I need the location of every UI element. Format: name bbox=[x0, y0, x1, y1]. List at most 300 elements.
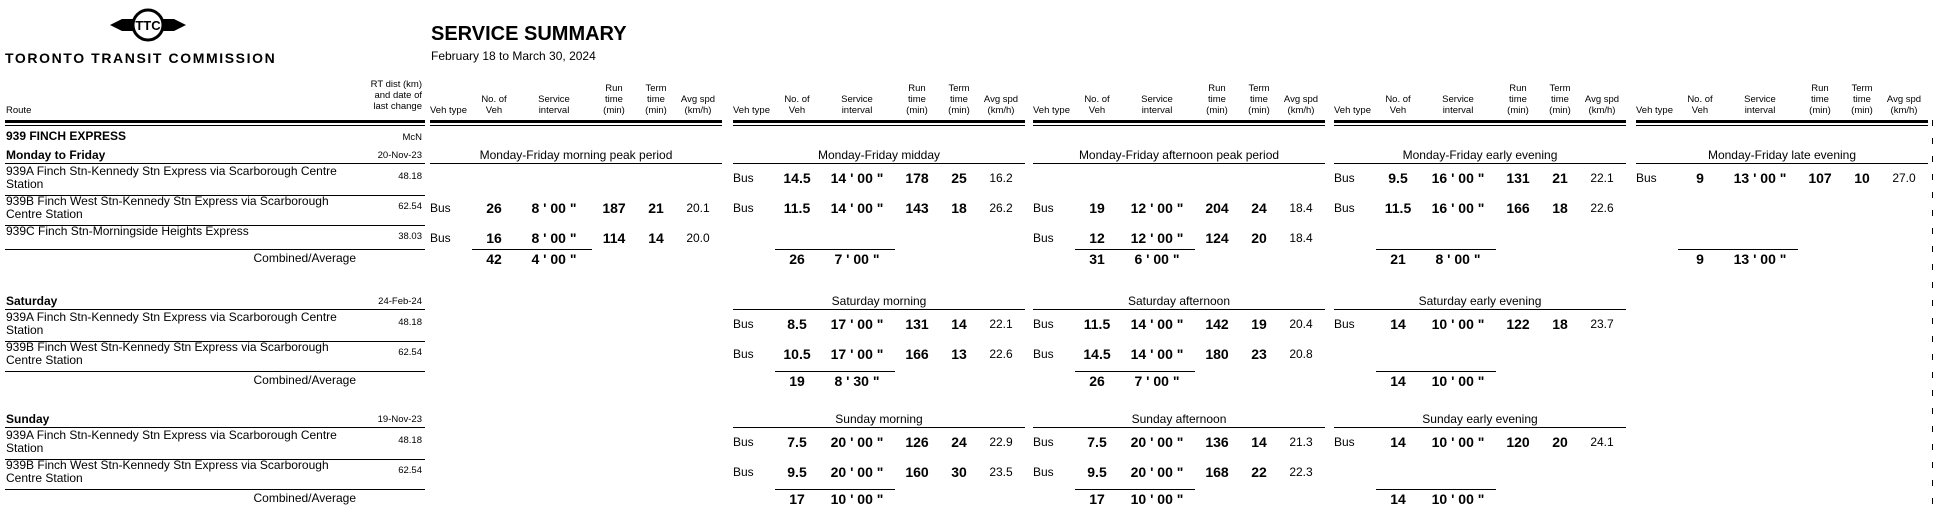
edge-mark bbox=[1932, 408, 1933, 414]
combined-interval: 8 ' 30 " bbox=[834, 373, 880, 389]
run-time: 107 bbox=[1808, 170, 1832, 186]
route-distance: 62.54 bbox=[398, 347, 422, 358]
run-time: 143 bbox=[905, 200, 929, 216]
vehicle-count: 11.5 bbox=[1083, 316, 1111, 332]
combined-rule bbox=[1075, 489, 1195, 490]
run-time: 120 bbox=[1506, 434, 1530, 450]
combined-rule bbox=[775, 371, 895, 372]
period-rule bbox=[1033, 427, 1325, 428]
run-time: 180 bbox=[1205, 346, 1229, 362]
vehicle-type: Bus bbox=[733, 465, 754, 479]
run-time: 114 bbox=[602, 230, 626, 246]
edge-mark bbox=[1932, 498, 1933, 504]
no-veh-header: Veh bbox=[788, 105, 806, 116]
term-time: 18 bbox=[1552, 200, 1568, 216]
header-rule bbox=[733, 120, 1025, 123]
period-rule bbox=[1334, 309, 1626, 310]
run-time-header: Run bbox=[908, 83, 926, 94]
average-speed: 22.6 bbox=[989, 347, 1013, 361]
row-rule bbox=[5, 249, 425, 250]
combined-vehicles: 17 bbox=[789, 491, 805, 507]
vehicle-type: Bus bbox=[733, 171, 754, 185]
header-rule-thin bbox=[430, 125, 722, 126]
combined-interval: 10 ' 00 " bbox=[1431, 373, 1485, 389]
veh-type-header: Veh type bbox=[430, 105, 467, 116]
row-rule bbox=[5, 489, 425, 490]
vehicle-count: 26 bbox=[486, 200, 502, 216]
vehicle-count: 9 bbox=[1696, 170, 1704, 186]
period-title: Monday-Friday afternoon peak period bbox=[1078, 148, 1280, 162]
combined-rule bbox=[775, 489, 895, 490]
run-time: 136 bbox=[1205, 434, 1229, 450]
combined-rule bbox=[1376, 489, 1496, 490]
route-name: 939A Finch Stn-Kennedy Stn Express via Scarborough Centre Station bbox=[6, 428, 337, 455]
combined-rule bbox=[1678, 249, 1798, 250]
period-rule bbox=[430, 163, 722, 164]
edge-mark bbox=[1932, 120, 1933, 126]
rtdist-header: RT dist (km) bbox=[370, 79, 422, 90]
service-interval: 12 ' 00 " bbox=[1130, 200, 1184, 216]
term-time-header: (min) bbox=[1549, 105, 1571, 116]
interval-header: interval bbox=[1141, 105, 1173, 116]
average-speed: 21.3 bbox=[1289, 435, 1313, 449]
section-date: 19-Nov-23 bbox=[377, 414, 422, 425]
edge-mark bbox=[1932, 210, 1933, 216]
term-time-header: (min) bbox=[1851, 105, 1873, 116]
vehicle-count: 14.5 bbox=[783, 170, 811, 186]
service-interval: 14 ' 00 " bbox=[1130, 346, 1184, 362]
header-rule-thin bbox=[1033, 125, 1325, 126]
veh-type-header: Veh type bbox=[1334, 105, 1371, 116]
section-title: Saturday bbox=[6, 294, 58, 308]
combined-rule bbox=[1376, 249, 1496, 250]
average-speed: 20.4 bbox=[1289, 317, 1313, 331]
combined-vehicles: 19 bbox=[789, 373, 805, 389]
vehicle-count: 9.5 bbox=[1388, 170, 1408, 186]
average-speed: 20.1 bbox=[686, 201, 710, 215]
vehicle-count: 12 bbox=[1089, 230, 1105, 246]
term-time: 20 bbox=[1251, 230, 1267, 246]
vehicle-type: Bus bbox=[733, 435, 754, 449]
average-speed: 22.1 bbox=[989, 317, 1013, 331]
run-time-header: time bbox=[1811, 94, 1829, 105]
interval-header: interval bbox=[538, 105, 570, 116]
route-name: 939A Finch Stn-Kennedy Stn Express via Scarborough Centre Station bbox=[6, 310, 337, 337]
term-time-header: time bbox=[647, 94, 665, 105]
edge-mark bbox=[1932, 246, 1933, 252]
term-time: 18 bbox=[1552, 316, 1568, 332]
header-rule bbox=[430, 120, 722, 123]
route-distance: 62.54 bbox=[398, 465, 422, 476]
service-interval: 17 ' 00 " bbox=[830, 346, 884, 362]
vehicle-type: Bus bbox=[1636, 171, 1657, 185]
combined-vehicles: 17 bbox=[1089, 491, 1105, 507]
service-interval: 10 ' 00 " bbox=[1431, 316, 1485, 332]
vehicle-count: 11.5 bbox=[1384, 200, 1412, 216]
interval-header: interval bbox=[1744, 105, 1776, 116]
run-time-header: time bbox=[908, 94, 926, 105]
vehicle-type: Bus bbox=[1033, 201, 1054, 215]
run-time: 166 bbox=[1506, 200, 1530, 216]
interval-header: Service bbox=[538, 94, 570, 105]
garage-code: McN bbox=[402, 132, 422, 143]
average-speed: 16.2 bbox=[989, 171, 1013, 185]
combined-interval: 13 ' 00 " bbox=[1733, 251, 1787, 267]
service-interval: 16 ' 00 " bbox=[1431, 200, 1485, 216]
average-speed: 22.9 bbox=[989, 435, 1013, 449]
run-time: 166 bbox=[905, 346, 929, 362]
combined-vehicles: 9 bbox=[1696, 251, 1704, 267]
run-time: 124 bbox=[1205, 230, 1229, 246]
page-title: SERVICE SUMMARY bbox=[431, 23, 627, 45]
edge-mark bbox=[1932, 264, 1933, 270]
period-rule bbox=[1636, 163, 1928, 164]
average-speed: 22.1 bbox=[1590, 171, 1614, 185]
no-veh-header: Veh bbox=[1389, 105, 1407, 116]
term-time-header: Term bbox=[1851, 83, 1873, 94]
combined-interval: 7 ' 00 " bbox=[834, 251, 880, 267]
term-time: 21 bbox=[1552, 170, 1568, 186]
run-time-header: Run bbox=[1811, 83, 1829, 94]
service-interval: 14 ' 00 " bbox=[830, 200, 884, 216]
period-rule bbox=[1033, 163, 1325, 164]
period-rule bbox=[733, 163, 1025, 164]
term-time: 24 bbox=[1251, 200, 1267, 216]
route-distance: 38.03 bbox=[398, 231, 422, 242]
edge-mark bbox=[1932, 192, 1933, 198]
service-interval: 20 ' 00 " bbox=[830, 464, 884, 480]
service-interval: 16 ' 00 " bbox=[1431, 170, 1485, 186]
run-time-header: (min) bbox=[906, 105, 928, 116]
rtdist-header: and date of bbox=[374, 90, 422, 101]
vehicle-type: Bus bbox=[430, 201, 451, 215]
run-time: 131 bbox=[1506, 170, 1530, 186]
period-title: Saturday early evening bbox=[1418, 294, 1542, 308]
period-title: Sunday morning bbox=[835, 412, 923, 426]
combined-rule bbox=[472, 249, 592, 250]
term-time-header: (min) bbox=[948, 105, 970, 116]
combined-interval: 10 ' 00 " bbox=[1130, 491, 1184, 507]
run-time-header: Run bbox=[1208, 83, 1226, 94]
route-name: 939C Finch Stn-Morningside Heights Express bbox=[6, 224, 249, 238]
edge-mark bbox=[1932, 354, 1933, 360]
run-time-header: time bbox=[605, 94, 623, 105]
term-time: 24 bbox=[951, 434, 967, 450]
term-time: 30 bbox=[951, 464, 967, 480]
interval-header: Service bbox=[841, 94, 873, 105]
avg-speed-header: (km/h) bbox=[1287, 105, 1315, 116]
combined-interval: 4 ' 00 " bbox=[531, 251, 577, 267]
combined-vehicles: 31 bbox=[1089, 251, 1105, 267]
no-veh-header: Veh bbox=[1088, 105, 1106, 116]
term-time-header: (min) bbox=[1248, 105, 1270, 116]
service-interval: 10 ' 00 " bbox=[1431, 434, 1485, 450]
section-date: 20-Nov-23 bbox=[377, 150, 422, 161]
edge-mark bbox=[1932, 300, 1933, 306]
route-name: 939B Finch West Stn-Kennedy Stn Express via Scarborough Centre Station bbox=[6, 340, 329, 367]
edge-mark bbox=[1932, 462, 1933, 468]
vehicle-count: 9.5 bbox=[1087, 464, 1107, 480]
term-time: 20 bbox=[1552, 434, 1568, 450]
edge-mark bbox=[1932, 174, 1933, 180]
vehicle-type: Bus bbox=[733, 347, 754, 361]
interval-header: Service bbox=[1442, 94, 1474, 105]
vehicle-type: Bus bbox=[1334, 317, 1355, 331]
interval-header: interval bbox=[1442, 105, 1474, 116]
run-time: 122 bbox=[1506, 316, 1530, 332]
term-time: 23 bbox=[1251, 346, 1267, 362]
service-interval: 8 ' 00 " bbox=[531, 200, 577, 216]
avg-speed-header: Avg spd bbox=[1283, 94, 1319, 105]
no-veh-header: No. of bbox=[1687, 94, 1713, 105]
term-time: 21 bbox=[648, 200, 664, 216]
run-time-header: time bbox=[1509, 94, 1527, 105]
no-veh-header: Veh bbox=[1691, 105, 1709, 116]
average-speed: 23.7 bbox=[1590, 317, 1614, 331]
term-time-header: time bbox=[1250, 94, 1268, 105]
run-time-header: Run bbox=[1509, 83, 1527, 94]
average-speed: 18.4 bbox=[1289, 201, 1313, 215]
combined-vehicles: 21 bbox=[1390, 251, 1406, 267]
service-interval: 20 ' 00 " bbox=[830, 434, 884, 450]
average-speed: 26.2 bbox=[989, 201, 1013, 215]
period-title: Monday-Friday midday bbox=[817, 148, 941, 162]
vehicle-type: Bus bbox=[1033, 231, 1054, 245]
service-interval: 20 ' 00 " bbox=[1130, 464, 1184, 480]
service-interval: 14 ' 00 " bbox=[1130, 316, 1184, 332]
edge-mark bbox=[1932, 390, 1933, 396]
vehicle-count: 10.5 bbox=[783, 346, 811, 362]
edge-mark bbox=[1932, 318, 1933, 324]
no-veh-header: Veh bbox=[485, 105, 503, 116]
route-title: 939 FINCH EXPRESS bbox=[6, 129, 127, 143]
no-veh-header: No. of bbox=[481, 94, 507, 105]
header-rule bbox=[1636, 120, 1928, 123]
row-rule bbox=[5, 371, 425, 372]
average-speed: 22.6 bbox=[1590, 201, 1614, 215]
run-time-header: Run bbox=[605, 83, 623, 94]
header-rule-thin bbox=[1636, 125, 1928, 126]
service-interval: 14 ' 00 " bbox=[830, 170, 884, 186]
term-time-header: Term bbox=[1549, 83, 1571, 94]
service-interval: 20 ' 00 " bbox=[1130, 434, 1184, 450]
route-distance: 48.18 bbox=[398, 317, 422, 328]
edge-mark bbox=[1932, 156, 1933, 162]
route-distance: 48.18 bbox=[398, 435, 422, 446]
period-title: Sunday early evening bbox=[1422, 412, 1538, 426]
term-time: 25 bbox=[951, 170, 967, 186]
term-time: 14 bbox=[1251, 434, 1267, 450]
vehicle-type: Bus bbox=[1033, 347, 1054, 361]
run-time: 131 bbox=[905, 316, 929, 332]
average-speed: 20.8 bbox=[1289, 347, 1313, 361]
combined-rule bbox=[1075, 371, 1195, 372]
run-time-header: time bbox=[1208, 94, 1226, 105]
avg-speed-header: Avg spd bbox=[680, 94, 716, 105]
combined-interval: 10 ' 00 " bbox=[1431, 491, 1485, 507]
avg-speed-header: (km/h) bbox=[1588, 105, 1616, 116]
no-veh-header: No. of bbox=[1084, 94, 1110, 105]
rtdist-header: last change bbox=[373, 101, 422, 112]
combined-average-label: Combined/Average bbox=[253, 373, 356, 387]
period-title: Monday-Friday morning peak period bbox=[479, 148, 673, 162]
term-time-header: time bbox=[950, 94, 968, 105]
interval-header: Service bbox=[1141, 94, 1173, 105]
header-rule bbox=[1033, 120, 1325, 123]
vehicle-type: Bus bbox=[1334, 435, 1355, 449]
org-name: TORONTO TRANSIT COMMISSION bbox=[5, 50, 277, 66]
section-title: Monday to Friday bbox=[6, 148, 106, 162]
vehicle-type: Bus bbox=[1033, 435, 1054, 449]
edge-mark bbox=[1932, 138, 1933, 144]
vehicle-type: Bus bbox=[1334, 201, 1355, 215]
run-time: 142 bbox=[1205, 316, 1229, 332]
run-time-header: (min) bbox=[1206, 105, 1228, 116]
service-interval: 17 ' 00 " bbox=[830, 316, 884, 332]
ttc-logo-icon bbox=[108, 8, 188, 42]
combined-interval: 6 ' 00 " bbox=[1134, 251, 1180, 267]
combined-average-label: Combined/Average bbox=[253, 491, 356, 505]
service-interval: 12 ' 00 " bbox=[1130, 230, 1184, 246]
no-veh-header: No. of bbox=[784, 94, 810, 105]
term-time: 14 bbox=[648, 230, 664, 246]
period-title: Saturday morning bbox=[831, 294, 927, 308]
run-time-header: (min) bbox=[1809, 105, 1831, 116]
vehicle-type: Bus bbox=[1033, 465, 1054, 479]
vehicle-count: 19 bbox=[1089, 200, 1105, 216]
edge-mark bbox=[1932, 444, 1933, 450]
combined-vehicles: 14 bbox=[1390, 491, 1406, 507]
edge-mark bbox=[1932, 372, 1933, 378]
average-speed: 22.3 bbox=[1289, 465, 1313, 479]
term-time: 18 bbox=[951, 200, 967, 216]
term-time-header: time bbox=[1551, 94, 1569, 105]
vehicle-count: 14 bbox=[1390, 316, 1406, 332]
run-time: 178 bbox=[905, 170, 929, 186]
vehicle-type: Bus bbox=[1334, 171, 1355, 185]
period-rule bbox=[733, 309, 1025, 310]
run-time-header: (min) bbox=[1507, 105, 1529, 116]
veh-type-header: Veh type bbox=[1033, 105, 1070, 116]
combined-vehicles: 26 bbox=[1089, 373, 1105, 389]
header-rule-thin bbox=[1334, 125, 1626, 126]
service-interval: 13 ' 00 " bbox=[1733, 170, 1787, 186]
vehicle-count: 11.5 bbox=[783, 200, 811, 216]
term-time-header: (min) bbox=[645, 105, 667, 116]
route-distance: 62.54 bbox=[398, 201, 422, 212]
period-title: Saturday afternoon bbox=[1127, 294, 1231, 308]
header-rule-thin bbox=[733, 125, 1025, 126]
combined-rule bbox=[775, 249, 895, 250]
combined-average-label: Combined/Average bbox=[253, 251, 356, 265]
combined-interval: 10 ' 00 " bbox=[830, 491, 884, 507]
run-time: 126 bbox=[905, 434, 929, 450]
avg-speed-header: Avg spd bbox=[1584, 94, 1620, 105]
vehicle-type: Bus bbox=[733, 317, 754, 331]
run-time-header: (min) bbox=[603, 105, 625, 116]
term-time-header: Term bbox=[948, 83, 970, 94]
page-dates: February 18 to March 30, 2024 bbox=[431, 49, 596, 63]
vehicle-count: 7.5 bbox=[1087, 434, 1107, 450]
route-name: 939B Finch West Stn-Kennedy Stn Express via Scarborough Centre Station bbox=[6, 458, 329, 485]
vehicle-count: 14.5 bbox=[1083, 346, 1111, 362]
run-time: 168 bbox=[1205, 464, 1229, 480]
term-time-header: time bbox=[1853, 94, 1871, 105]
average-speed: 18.4 bbox=[1289, 231, 1313, 245]
run-time: 160 bbox=[905, 464, 929, 480]
route-distance: 48.18 bbox=[398, 171, 422, 182]
average-speed: 23.5 bbox=[989, 465, 1013, 479]
no-veh-header: No. of bbox=[1385, 94, 1411, 105]
combined-interval: 8 ' 00 " bbox=[1435, 251, 1481, 267]
route-name: 939A Finch Stn-Kennedy Stn Express via Scarborough Centre Station bbox=[6, 164, 337, 191]
vehicle-count: 7.5 bbox=[787, 434, 807, 450]
edge-mark bbox=[1932, 228, 1933, 234]
combined-vehicles: 26 bbox=[789, 251, 805, 267]
vehicle-count: 9.5 bbox=[787, 464, 807, 480]
header-rule bbox=[5, 120, 425, 123]
combined-vehicles: 14 bbox=[1390, 373, 1406, 389]
vehicle-type: Bus bbox=[1033, 317, 1054, 331]
term-time: 10 bbox=[1854, 170, 1870, 186]
vehicle-type: Bus bbox=[430, 231, 451, 245]
run-time: 187 bbox=[602, 200, 626, 216]
combined-rule bbox=[1376, 371, 1496, 372]
average-speed: 27.0 bbox=[1892, 171, 1916, 185]
vehicle-count: 16 bbox=[486, 230, 502, 246]
veh-type-header: Veh type bbox=[733, 105, 770, 116]
avg-speed-header: (km/h) bbox=[987, 105, 1015, 116]
interval-header: Service bbox=[1744, 94, 1776, 105]
average-speed: 24.1 bbox=[1590, 435, 1614, 449]
section-title: Sunday bbox=[6, 412, 50, 426]
section-date: 24-Feb-24 bbox=[378, 296, 422, 307]
term-time: 19 bbox=[1251, 316, 1267, 332]
period-rule bbox=[1334, 427, 1626, 428]
term-time-header: Term bbox=[645, 83, 667, 94]
edge-mark bbox=[1932, 480, 1933, 486]
svg-text:TTC: TTC bbox=[135, 18, 161, 33]
avg-speed-header: Avg spd bbox=[983, 94, 1019, 105]
header-rule-thin bbox=[5, 125, 425, 126]
route-name: 939B Finch West Stn-Kennedy Stn Express via Scarborough Centre Station bbox=[6, 194, 329, 221]
term-time: 14 bbox=[951, 316, 967, 332]
vehicle-type: Bus bbox=[733, 201, 754, 215]
avg-speed-header: (km/h) bbox=[684, 105, 712, 116]
average-speed: 20.0 bbox=[686, 231, 710, 245]
vehicle-count: 8.5 bbox=[787, 316, 807, 332]
vehicle-count: 14 bbox=[1390, 434, 1406, 450]
combined-interval: 7 ' 00 " bbox=[1134, 373, 1180, 389]
period-rule bbox=[733, 427, 1025, 428]
combined-rule bbox=[1075, 249, 1195, 250]
period-title: Monday-Friday late evening bbox=[1707, 148, 1857, 162]
header-rule bbox=[1334, 120, 1626, 123]
interval-header: interval bbox=[841, 105, 873, 116]
avg-speed-header: Avg spd bbox=[1886, 94, 1922, 105]
term-time: 22 bbox=[1251, 464, 1267, 480]
route-header: Route bbox=[6, 105, 32, 116]
service-interval: 8 ' 00 " bbox=[531, 230, 577, 246]
edge-mark bbox=[1932, 282, 1933, 288]
term-time: 13 bbox=[951, 346, 967, 362]
avg-speed-header: (km/h) bbox=[1890, 105, 1918, 116]
veh-type-header: Veh type bbox=[1636, 105, 1673, 116]
period-title: Sunday afternoon bbox=[1131, 412, 1227, 426]
term-time-header: Term bbox=[1248, 83, 1270, 94]
period-rule bbox=[1334, 163, 1626, 164]
period-title: Monday-Friday early evening bbox=[1402, 148, 1558, 162]
